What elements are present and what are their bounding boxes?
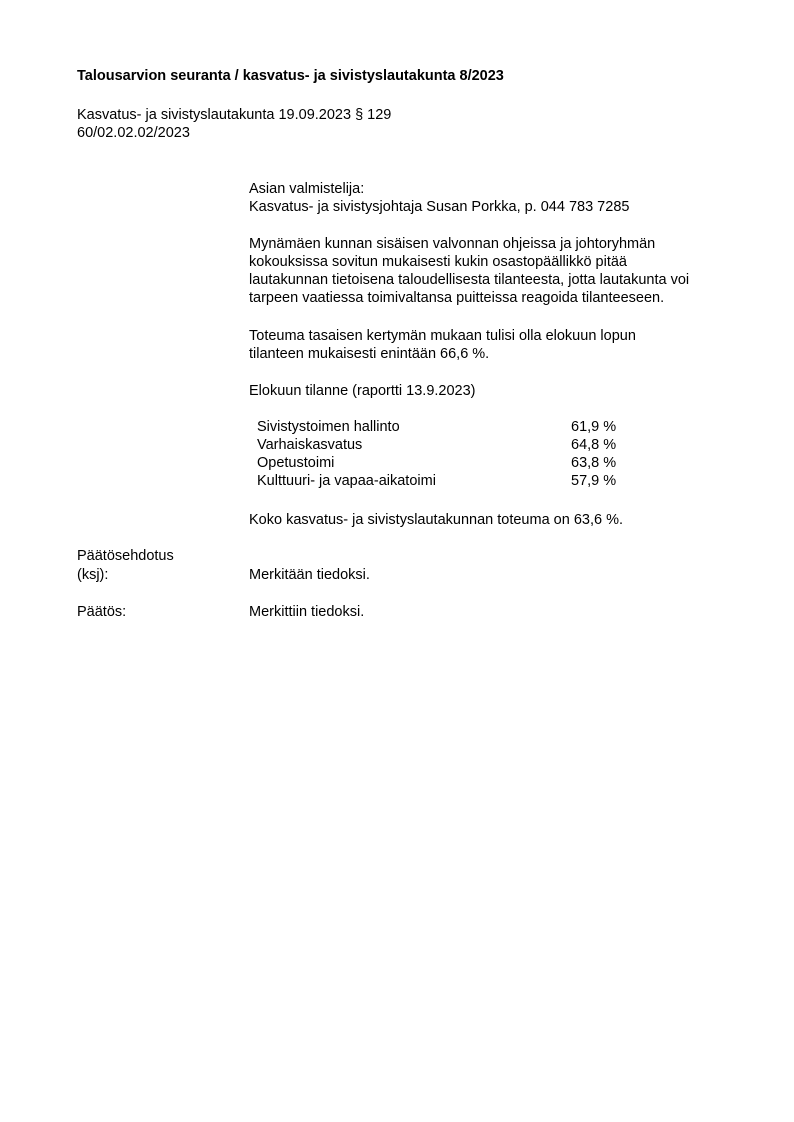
proposal-label: Päätösehdotus: [77, 548, 174, 564]
status-unit-value: 64,8 %: [571, 437, 617, 453]
status-row: [257, 418, 637, 436]
status-row: [257, 454, 637, 472]
paragraph-line: Toteuma tasaisen kertymän mukaan tulisi olla elokuun lopun: [249, 328, 636, 344]
document-title: Talousarvion seuranta / kasvatus- ja sivistyslautakunta 8/2023: [77, 68, 504, 84]
preparer-label: Asian valmistelija:: [249, 181, 365, 197]
status-unit-name: Kulttuuri- ja vapaa-aikatoimi: [257, 473, 436, 489]
status-unit-value: 61,9 %: [571, 419, 617, 435]
status-row: [257, 472, 637, 490]
proposal-label-proposer: (ksj):: [77, 567, 109, 583]
status-unit-name: Opetustoimi: [257, 455, 335, 471]
status-unit-name: Varhaiskasvatus: [257, 437, 363, 453]
decision-value: Merkittiin tiedoksi.: [249, 604, 365, 620]
status-unit-name: Sivistystoimen hallinto: [257, 419, 400, 435]
meeting-reference: Kasvatus- ja sivistyslautakunta 19.09.2023 § 129: [77, 107, 392, 123]
paragraph-line: tarpeen vaatiessa toimivaltansa puitteissa reagoida tilanteeseen.: [249, 290, 665, 306]
status-unit-value: 57,9 %: [571, 473, 617, 489]
preparer-name: Kasvatus- ja sivistysjohtaja Susan Porkka, p. 044 783 7285: [249, 199, 630, 215]
status-unit-value: 63,8 %: [571, 455, 617, 471]
paragraph-line: Mynämäen kunnan sisäisen valvonnan ohjeissa ja johtoryhmän: [249, 236, 656, 252]
status-row: [257, 436, 637, 454]
status-table: [257, 418, 637, 490]
decision-label: Päätös:: [77, 604, 127, 620]
paragraph-line: tilanteen mukaisesti enintään 66,6 %.: [249, 346, 490, 362]
paragraph-target: [249, 327, 749, 363]
proposal-value: Merkitään tiedoksi.: [249, 567, 370, 583]
paragraph-internal-control: [249, 235, 749, 307]
status-heading: Elokuun tilanne (raportti 13.9.2023): [249, 383, 476, 399]
paragraph-line: lautakunnan tietoisena taloudellisesta tilanteesta, jotta lautakunta voi: [249, 272, 690, 288]
total-realization: Koko kasvatus- ja sivistyslautakunnan toteuma on 63,6 %.: [249, 512, 623, 528]
paragraph-line: kokouksissa sovitun mukaisesti kukin osastopäällikkö pitää: [249, 254, 627, 270]
record-number: 60/02.02.02/2023: [77, 125, 190, 141]
